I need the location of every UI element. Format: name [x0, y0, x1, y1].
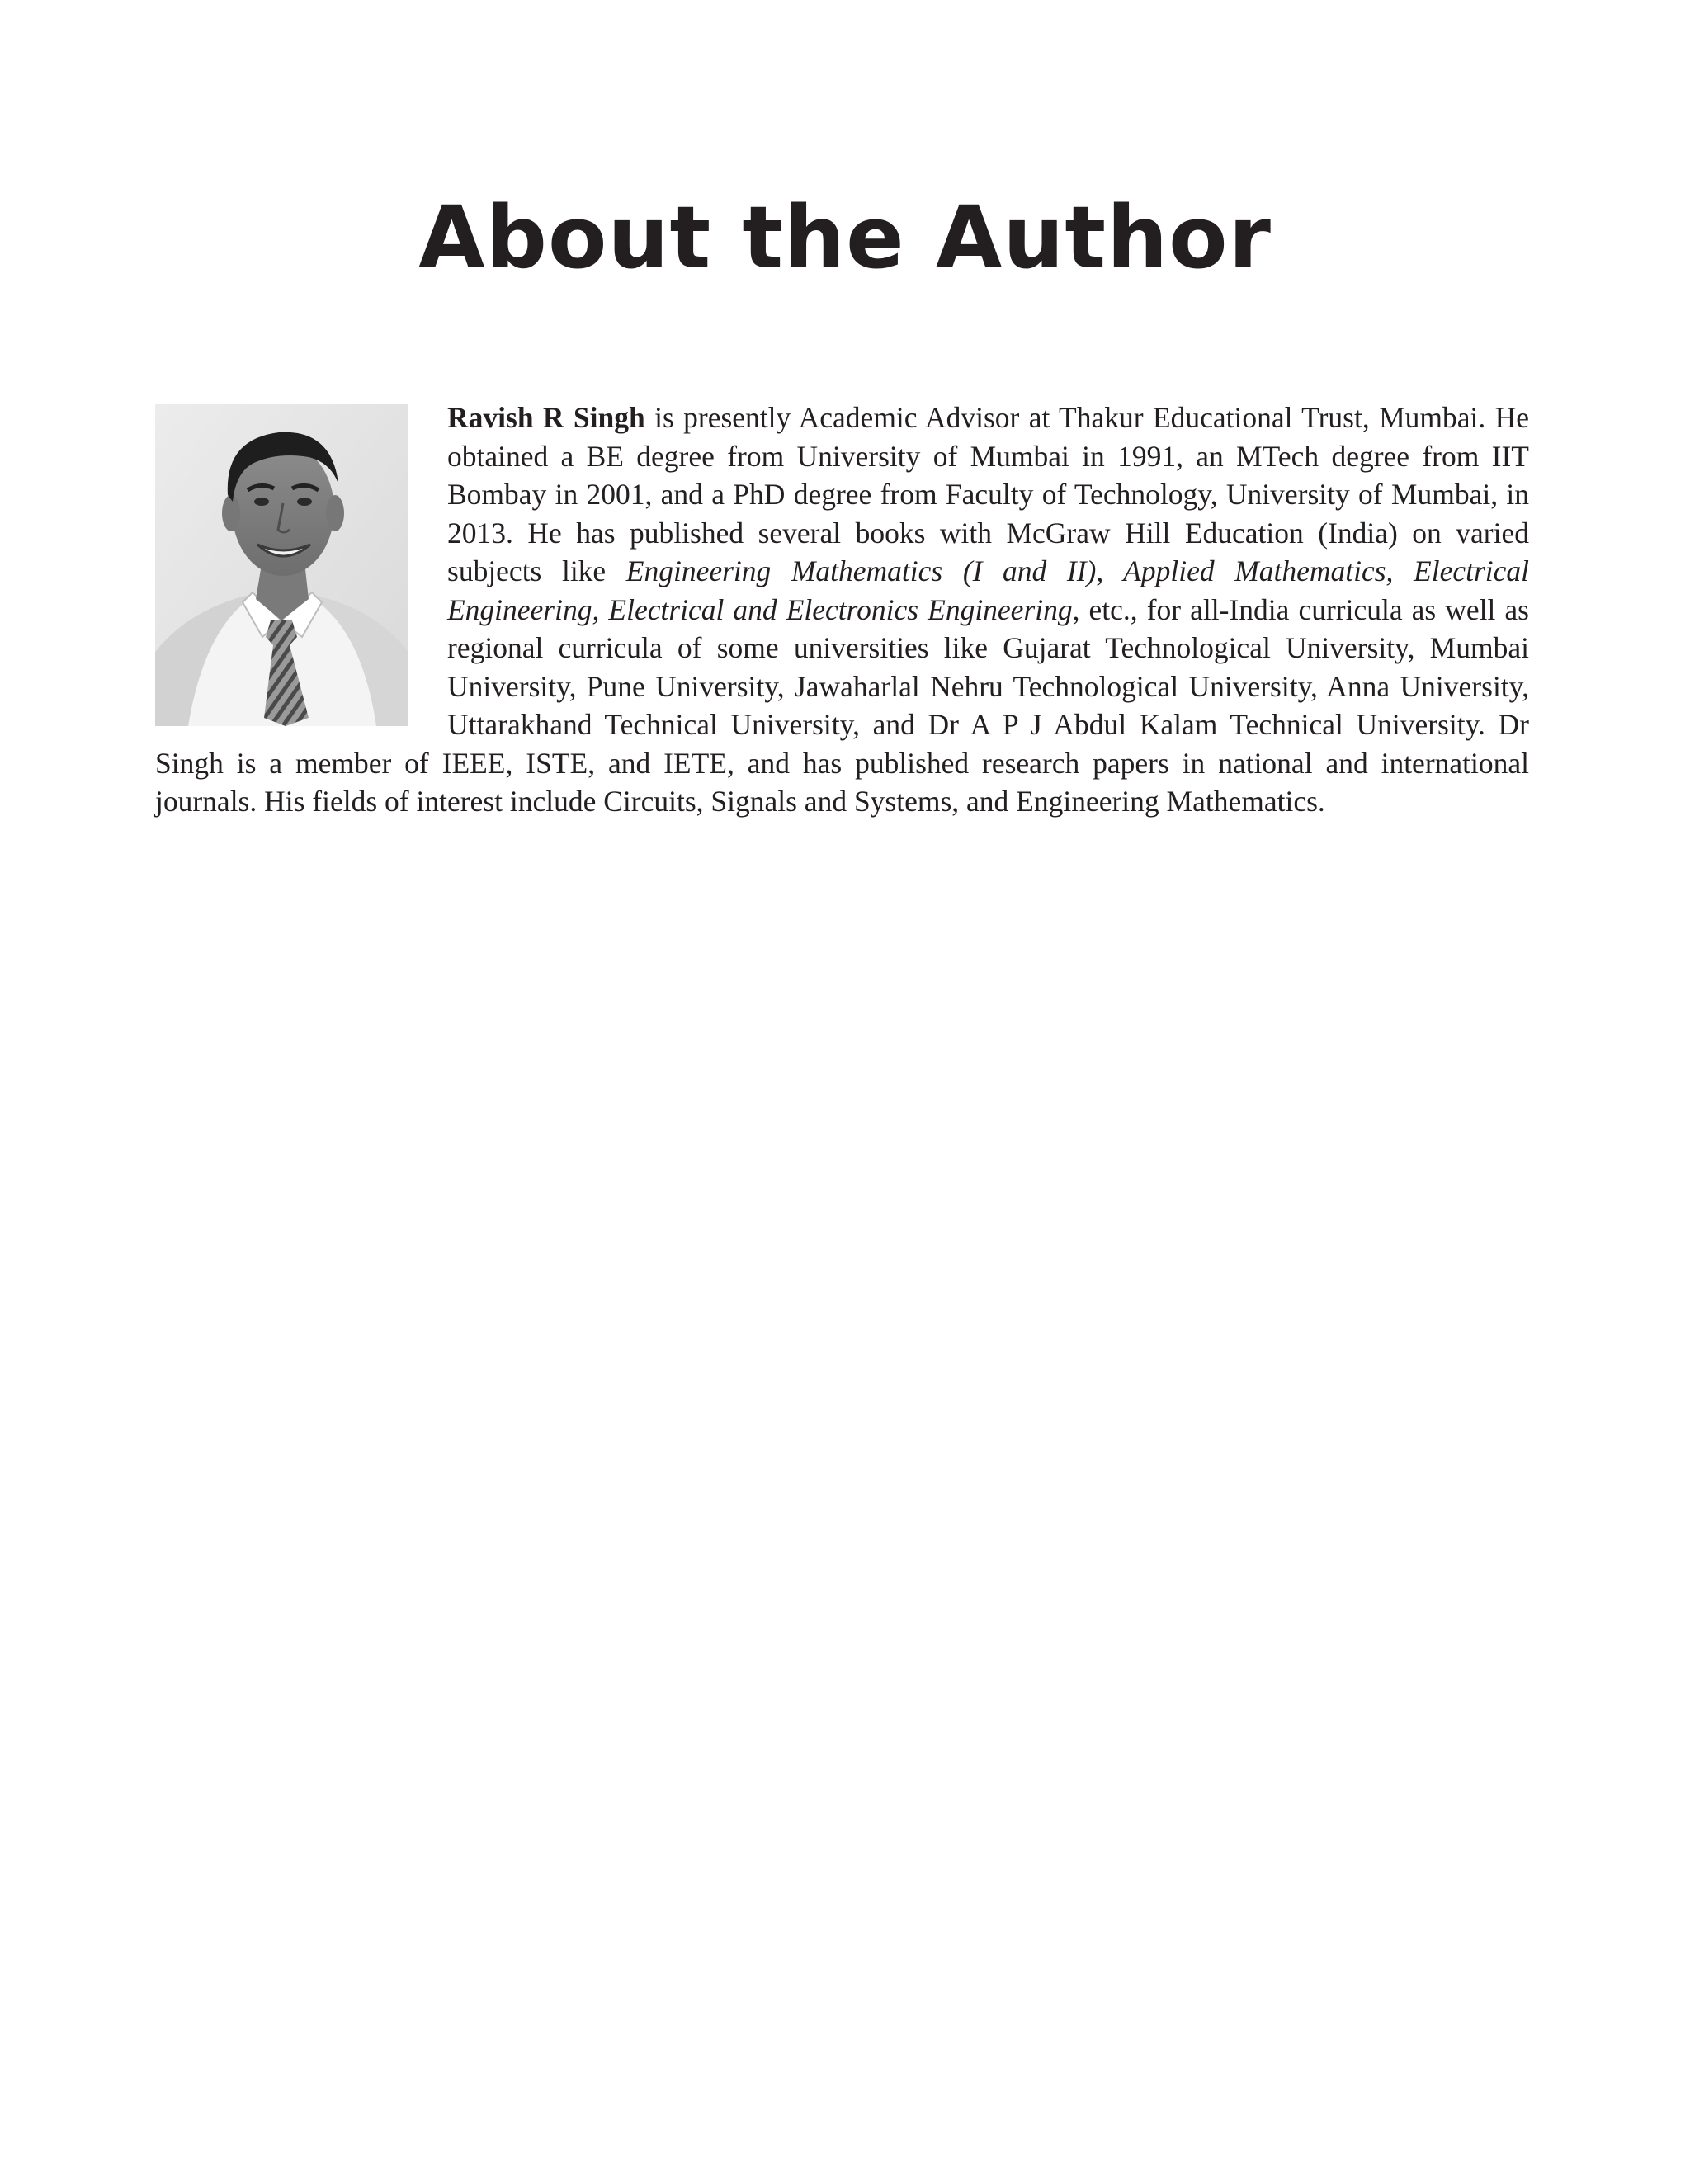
author-bio: [155, 399, 1529, 821]
book-titles: Engineering Mathematics (I and II), Applied Mathematics, Electrical Engineering, Electrical and Electronics Engineering: [447, 554, 1529, 626]
page-title: About the Author: [418, 187, 1272, 288]
bio-text-part-1: is presently Academic Advisor at Thakur Educational Trust, Mumbai. He obtained a BE degree from University of Mumbai in 1991, an MTech degree from IIT Bombay in 2001, and a PhD degree from Faculty of Technology, University of Mumbai, in 2013. He has published several books with McGraw Hill Education (India) on varied subjects like: [447, 401, 1529, 587]
bio-text-part-2: , etc., for all-India curricula as well as regional curricula of some universities like Gujarat Technological University, Mumbai University, Pune University, Jawaharlal Nehru Technological University, Anna University, Uttarakhand Technical University, and Dr A P J Abdul Kalam Technical University. Dr Singh is a member of IEEE, ISTE, and IETE, and has published research papers in national and international journals. His fields of interest include Circuits, Signals and Systems, and Engineering Mathematics.: [155, 592, 1529, 818]
author-name: Ravish R Singh: [447, 401, 645, 434]
author-photo: [155, 404, 408, 726]
